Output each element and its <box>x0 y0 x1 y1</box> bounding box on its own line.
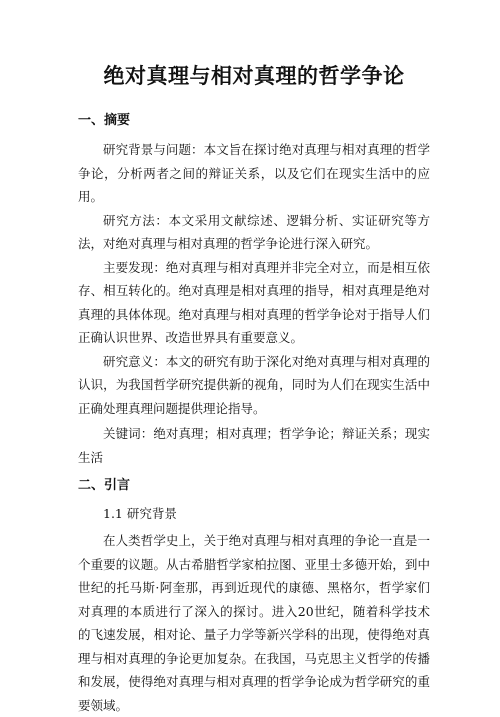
document-title: 绝对真理与相对真理的哲学争论 <box>103 63 405 88</box>
introduction-paragraph: 在人类哲学史上，关于绝对真理与相对真理的争论一直是一个重要的议题。从古希腊哲学家柏拉图、亚里士多德开始，到中世纪的托马斯·阿奎那，再到近现代的康德、黑格尔，哲学家们对真理的本质进行了深入的探讨。进入20世纪，随着科学技术的飞速发展，相对论、量子力学等新兴学科的出现，使得绝对真理与相对真理的争论更加复杂。在我国，马克思主义哲学的传播和发展，使得绝对真理与相对真理的哲学争论成为哲学研究的重要领域。 <box>78 533 430 713</box>
abstract-findings-paragraph: 主要发现：绝对真理与相对真理并非完全对立，而是相互依存、相互转化的。绝对真理是相对真理的指导，相对真理是绝对真理的具体体现。绝对真理与相对真理的哲学争论对于指导人们正确认识世界、改造世界具有重要意义。 <box>78 259 430 345</box>
abstract-significance-paragraph: 研究意义：本文的研究有助于深化对绝对真理与相对真理的认识，为我国哲学研究提供新的视角，同时为人们在现实生活中正确处理真理问题提供理论指导。 <box>78 353 430 416</box>
abstract-background-paragraph: 研究背景与问题：本文旨在探讨绝对真理与相对真理的哲学争论，分析两者之间的辩证关系，以及它们在现实生活中的应用。 <box>78 142 430 204</box>
research-background-subheading: 1.1 研究背景 <box>103 506 177 521</box>
abstract-methods-paragraph: 研究方法：本文采用文献综述、逻辑分析、实证研究等方法，对绝对真理与相对真理的哲学争论进行深入研究。 <box>78 212 430 251</box>
abstract-heading: 一、摘要 <box>78 113 131 128</box>
keywords-line: 关键词：绝对真理；相对真理；哲学争论；辩证关系；现实生活 <box>78 426 430 465</box>
introduction-heading: 二、引言 <box>78 478 131 493</box>
